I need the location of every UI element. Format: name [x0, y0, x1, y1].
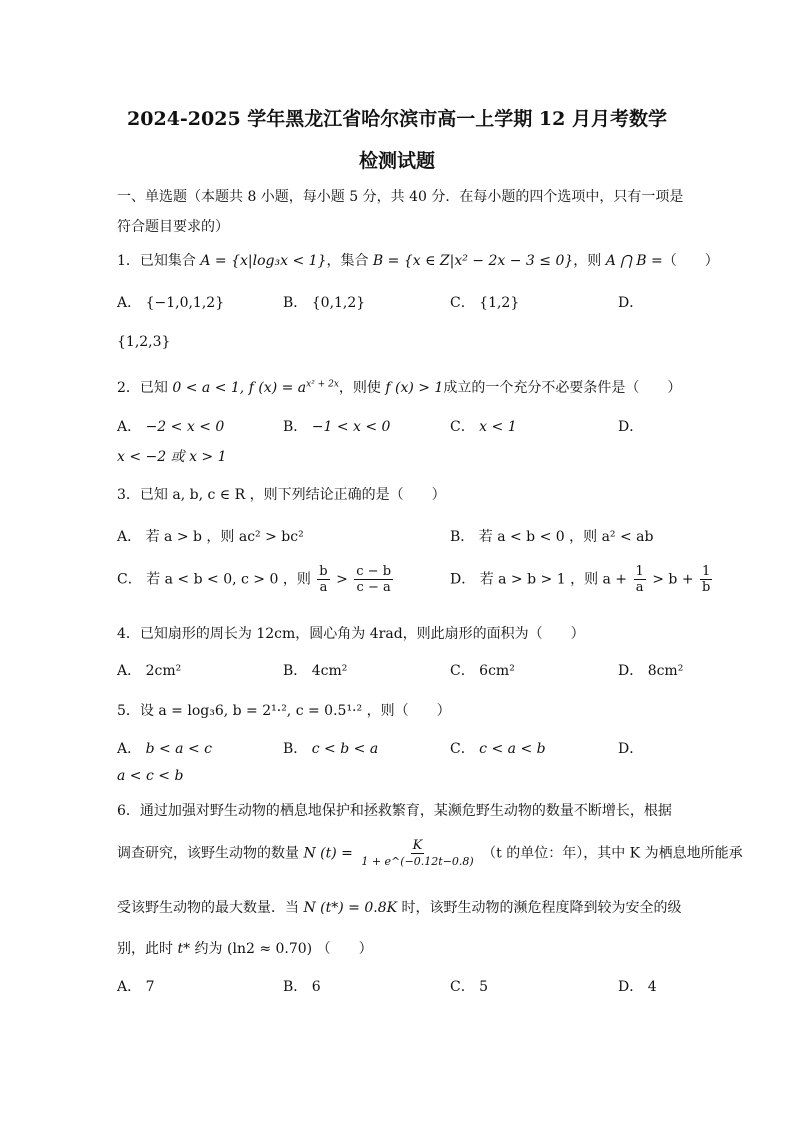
question-text: （t 的单位：年），其中 K 为栖息地所能承 [482, 845, 743, 862]
question-text: 已知扇形的周长为 12cm，圆心角为 4rad，则此扇形的面积为（ ） [139, 626, 585, 642]
option-label: C． [450, 295, 475, 311]
option-label: D． [618, 979, 644, 995]
option-b [283, 738, 378, 758]
option-d [618, 660, 683, 680]
option-label: A． [117, 529, 142, 545]
option-label: B． [283, 663, 308, 679]
fraction [317, 564, 329, 595]
option-label: D． [450, 571, 476, 588]
question-6-line2 [117, 838, 743, 869]
question-3 [117, 484, 446, 504]
fraction [354, 564, 393, 595]
option-label: B． [283, 419, 308, 435]
option-label: D． [618, 295, 644, 311]
option-label: C． [117, 571, 142, 588]
option-text: c < a < b [479, 741, 546, 757]
option-c [450, 660, 515, 680]
option-label: B． [283, 979, 308, 995]
question-text: 时，该野生动物的濒危程度降到较为安全的级 [401, 900, 682, 916]
fraction [700, 564, 712, 595]
option-c [450, 738, 546, 758]
math-set-b: B = {x ∈ Z|x² − 2x − 3 ≤ 0} [372, 253, 574, 269]
option-a [117, 976, 155, 996]
fraction-numerator: K [412, 838, 423, 853]
option-d [618, 976, 657, 996]
option-text: 5 [479, 979, 489, 995]
option-text: 2cm² [145, 663, 182, 679]
question-6-line3 [117, 897, 682, 917]
option-a [117, 660, 181, 680]
math-relation: > [336, 571, 348, 588]
option-text: x < 1 [479, 419, 517, 435]
fraction-denominator: a [635, 580, 644, 595]
question-text: ，集合 [326, 253, 369, 269]
math-relation: > b + [652, 571, 694, 588]
option-text: 若 a > b > 1 ，则 a + [479, 571, 628, 588]
option-c [450, 416, 517, 436]
question-1 [117, 250, 719, 270]
question-number: 6． [117, 803, 140, 819]
option-d [450, 564, 714, 595]
option-label: C． [450, 979, 475, 995]
question-text: 通过加强对野生动物的栖息地保护和拯救繁育，某濒危野生动物的数量不断增长，根据 [139, 803, 672, 819]
option-b [283, 416, 390, 436]
option-label: A． [117, 295, 142, 311]
option-b [450, 526, 653, 546]
fraction-numerator: 1 [702, 564, 711, 579]
fraction [359, 838, 475, 869]
option-text: −2 < x < 0 [145, 419, 225, 435]
option-label: A． [117, 741, 142, 757]
question-text: 已知集合 [139, 253, 196, 269]
option-a [117, 416, 224, 436]
fraction-denominator: c − a [356, 580, 391, 595]
option-text: a < c < b [117, 768, 184, 784]
option-text: b < a < c [145, 741, 212, 757]
question-text: ，则使 [338, 380, 381, 396]
option-label: C． [450, 741, 475, 757]
option-text: 4cm² [311, 663, 348, 679]
question-6 [117, 800, 672, 820]
option-label: B． [283, 741, 308, 757]
option-label: A． [117, 419, 142, 435]
option-d [618, 292, 643, 312]
option-b [283, 976, 321, 996]
option-a [117, 738, 212, 758]
option-d [618, 738, 643, 758]
fraction-denominator: b [702, 580, 711, 595]
fraction-denominator: a [319, 580, 328, 595]
math-expression: f (x) > 1 [385, 380, 444, 396]
option-a [117, 526, 304, 546]
option-text: {−1,0,1,2} [145, 295, 225, 311]
option-d [618, 416, 643, 436]
question-number: 5． [117, 703, 140, 719]
answer-bracket: （ ） [662, 253, 719, 269]
question-text: ，则 [573, 253, 602, 269]
question-text: 已知 [139, 380, 168, 396]
math-variable: t* [177, 941, 191, 957]
question-text: 成立的一个充分不必要条件是（ ） [443, 380, 682, 396]
section-heading-cont: 符合题目要求的） [117, 219, 229, 235]
question-number: 2． [117, 380, 140, 396]
math-expression: N (t*) = 0.8K [303, 900, 398, 916]
answer-bracket: （ ） [316, 941, 373, 957]
option-label: C． [450, 663, 475, 679]
option-label: C． [450, 419, 475, 435]
question-2 [117, 377, 681, 397]
option-a [117, 292, 224, 312]
question-6-line4 [117, 938, 373, 958]
option-text: 若 a < b < 0 ，则 a² < ab [478, 529, 654, 545]
option-d-text [117, 768, 183, 784]
option-text: 7 [145, 979, 155, 995]
option-c [117, 564, 395, 595]
option-label: A． [117, 663, 142, 679]
question-text: 调查研究，该野生动物的数量 [117, 845, 299, 862]
fraction-numerator: 1 [635, 564, 644, 579]
question-text: 约为 [194, 941, 223, 957]
option-text: x < −2 或 x > 1 [117, 449, 227, 465]
option-d-text [117, 446, 227, 466]
option-text: 8cm² [647, 663, 684, 679]
document-title-line2: 检测试题 [358, 150, 435, 172]
math-exponent: x² + 2x [306, 379, 339, 390]
math-expression: N (t) = [303, 845, 353, 862]
option-d-text: {1,2,3} [117, 334, 171, 350]
option-label: D． [618, 741, 644, 757]
option-label: A． [117, 979, 142, 995]
document-title-line1: 2024-2025 学年黑龙江省哈尔滨市高一上学期 12 月月考数学 [127, 108, 667, 130]
option-text: 若 a < b < 0, c > 0 ，则 [146, 571, 311, 588]
question-text: 受该野生动物的最大数量．当 [117, 900, 299, 916]
question-number: 4． [117, 626, 140, 642]
question-text: 已知 a, b, c ∈ R ，则下列结论正确的是（ ） [139, 487, 446, 503]
option-label: D． [618, 419, 644, 435]
section-heading: 一、单选题（本题共 8 小题，每小题 5 分，共 40 分．在每小题的四个选项中，只有一项是 [117, 189, 684, 205]
fraction [634, 564, 646, 595]
option-text: 6 [311, 979, 321, 995]
math-hint: (ln2 ≈ 0.70) [227, 941, 313, 957]
question-4 [117, 623, 585, 643]
math-expression: 0 < a < 1, f (x) = a [172, 380, 307, 396]
fraction-denominator: 1 + e^(−0.12t−0.8) [361, 855, 474, 868]
option-text: −1 < x < 0 [311, 419, 391, 435]
option-c [450, 292, 519, 312]
option-label: B． [450, 529, 475, 545]
option-b [283, 292, 365, 312]
option-text: c < b < a [311, 741, 379, 757]
question-number: 1． [117, 253, 140, 269]
question-text: 别，此时 [117, 941, 173, 957]
option-text: {1,2} [479, 295, 520, 311]
question-5 [117, 700, 451, 720]
option-c [450, 976, 488, 996]
option-text: 4 [647, 979, 657, 995]
option-label: D． [618, 663, 644, 679]
option-text: 若 a > b ，则 ac² > bc² [145, 529, 304, 545]
option-text: 6cm² [479, 663, 515, 679]
math-expression: A ⋂ B = [605, 253, 663, 269]
math-set-a: A = {x|log₃x < 1} [200, 253, 327, 269]
option-text: {0,1,2} [311, 295, 366, 311]
fraction-numerator: b [319, 564, 328, 579]
question-text: 设 a = log₃6, b = 2¹·², c = 0.5¹·² ，则（ ） [139, 703, 451, 719]
question-number: 3． [117, 487, 140, 503]
option-label: B． [283, 295, 308, 311]
option-b [283, 660, 347, 680]
fraction-numerator: c − b [356, 564, 392, 579]
